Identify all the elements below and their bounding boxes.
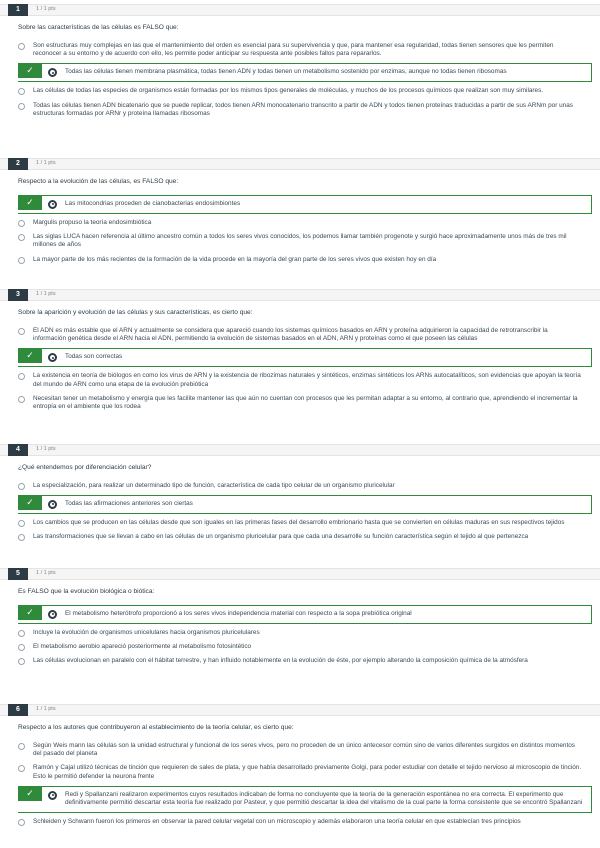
radio-button[interactable]: [18, 257, 25, 264]
answer-text: Las transformaciones que se llevan a cabo en las células de un organismo pluricelular para que cada una desarrolle su función característica según el tejido al que pertenezca: [33, 533, 529, 541]
radio-button[interactable]: [18, 103, 25, 110]
answer-text: Las células evolucionan en paralelo con el hábitat terrestre, y han influido notablemente en la evolución de éste, por ejemplo alterando la composición química de la atmósfera: [33, 657, 528, 665]
answer-text: Las células de todas las especies de organismos están formadas por los mismos tipos generales de moléculas, y muchos de los procesos químicos que realizan son muy similares.: [33, 87, 544, 95]
radio-button[interactable]: [18, 483, 25, 490]
question-prompt: Sobre la aparición y evolución de las células y sus características, es cierto que:: [18, 309, 253, 316]
question-points: 1 / 1 pts: [36, 291, 56, 298]
radio-button[interactable]: [18, 819, 25, 826]
question-points: 1 / 1 pts: [36, 160, 56, 167]
answer-text: Las siglas LUCA hacen referencia al último ancestro común a todos los seres vivos conocidos, los podemos llamar también progenote y surgió hace aproximadamente unos más de tres mil millones de años: [33, 232, 567, 249]
answer-option[interactable]: [0, 324, 600, 347]
radio-button[interactable]: [18, 220, 25, 227]
answer-option[interactable]: [0, 216, 600, 230]
answer-text: El metabolismo aerobio apareció posteriormente al metabolismo fotosintético: [33, 642, 252, 650]
answer-option[interactable]: [0, 815, 600, 829]
answer-text: El metabolismo heterótrofo proporcionó a los seres vivos independencia material con respecto a la sopa prebiótica original: [65, 609, 412, 617]
radio-button[interactable]: [18, 765, 25, 772]
check-icon: ✓: [18, 606, 42, 620]
answer-option[interactable]: [0, 640, 600, 654]
radio-button-selected[interactable]: [48, 610, 57, 619]
answer-text: Todas son correctas: [65, 353, 123, 361]
answer-option[interactable]: [0, 369, 600, 392]
answer-option[interactable]: [0, 39, 600, 62]
answer-text: Los cambios que se producen en las células desde que son iguales en las primeras fases del desarrollo embrionario hasta que se convierten en células maduras en sus respectivos tejidos: [33, 518, 565, 526]
question-number: 5: [8, 568, 28, 580]
radio-button-selected[interactable]: [48, 500, 57, 509]
answer-text: Son estructuras muy complejas en las que el mantenimiento del orden es esencial para su supervivencia y que, para mantener esa regularidad, todas tienen sensores que les permiten reconocer a su entorno y de acuerdo con ello, les permite poder anticipar su respuesta ante posibles fallos para repararlos.: [33, 41, 554, 57]
answer-option[interactable]: [0, 99, 600, 122]
check-icon: ✓: [18, 349, 42, 363]
answer-option-correct[interactable]: [18, 495, 592, 514]
check-icon: ✓: [18, 64, 42, 78]
answer-option-correct[interactable]: [18, 348, 592, 367]
answer-text: Según Weis mann las células son la unidad estructural y funcional de los seres vivos, pero no proceden de un único antecesor común sino de varios diferentes surgidos en distintos momentos del pasado del planeta: [33, 741, 575, 757]
question-prompt: Respecto a los autores que contribuyeron al establecimiento de la teoría celular, es cierto que:: [18, 724, 294, 731]
radio-button[interactable]: [18, 328, 25, 335]
answer-option-correct[interactable]: [18, 786, 592, 813]
question-4: [0, 444, 600, 545]
question-header: [0, 4, 600, 16]
answer-option[interactable]: [0, 739, 600, 762]
radio-button[interactable]: [18, 43, 25, 50]
radio-button-selected[interactable]: [48, 200, 57, 209]
answer-text: Incluye la evolución de organismos unicelulares hacia organismos pluricelulares: [33, 628, 260, 636]
answer-text: La existencia en teoría de biólogos en como los virus de ARN y la existencia de ribozimas naturales y sintéticos, enzimas sintéticos los ARNs autocatalíticos, son evidencias que apoyan la teoría del mundo de ARN como una etapa de la evolución prebiótica: [33, 372, 581, 388]
question-header: [0, 158, 600, 170]
radio-button[interactable]: [18, 396, 25, 403]
radio-button[interactable]: [18, 743, 25, 750]
answer-text: Todas las células tienen membrana plasmática, todas tienen ADN y todas tienen un metabolismo sostenido por enzimas, aunque no todas tienen ribosomas: [65, 68, 507, 76]
answer-text: Ramón y Cajal utilizó técnicas de tinción que requieren de sales de plata, y que había desarrollado previamente Golgi, para poder estudiar con detalle el tejido nervioso al microscopio de tinción. Esto le permitió defender la neurona frente: [33, 764, 582, 780]
radio-button[interactable]: [18, 520, 25, 527]
answer-text: El ADN es más estable que el ARN y actualmente se considera que apareció cuando los sistemas químicos basados en ARN y proteína adquirieron la capacidad de retrotranscribir la información genética desde el ARN hacia el ADN, permitiendo la evolución de sistemas basados en el ADN, ARN y proteínas como el que poseen las células: [33, 326, 548, 342]
question-prompt: Respecto a la evolución de las células, es FALSO que:: [18, 178, 179, 185]
check-icon: ✓: [18, 196, 42, 210]
radio-button[interactable]: [18, 373, 25, 380]
answer-text: Redi y Spallanzani realizaron experimentos cuyos resultados indicaban de forma no concluyente que la teoría de la generación espontánea no era correcta. El experimento que definitivamente permitió descartar esta teoría fue realizado por Pasteur, y que permitió descartar la idea del vitalismo de la cual parte la forma consistente que se encontró Spallanzani: [65, 790, 583, 807]
answer-option-correct[interactable]: [18, 195, 592, 214]
answer-text: La especialización, para realizar un determinado tipo de función, característica de cada tipo celular de un organismo pluricelular: [33, 481, 395, 489]
question-2: [0, 158, 600, 267]
question-header: [0, 568, 600, 580]
question-prompt: ¿Qué entendemos por diferenciación celular?: [18, 464, 152, 471]
question-number: 1: [8, 4, 28, 16]
question-points: 1 / 1 pts: [36, 706, 56, 713]
question-5: [0, 568, 600, 669]
answer-text: Todas las afirmaciones anteriores son ciertas: [65, 499, 193, 507]
question-header: [0, 704, 600, 716]
question-number: 4: [8, 444, 28, 456]
radio-button-selected[interactable]: [48, 353, 57, 362]
radio-button[interactable]: [18, 534, 25, 541]
question-6: [0, 704, 600, 829]
check-icon: ✓: [18, 496, 42, 510]
answer-option-correct[interactable]: [18, 605, 592, 624]
question-points: 1 / 1 pts: [36, 570, 56, 577]
answer-text: Schleiden y Schwann fueron los primeros en observar la pared celular vegetal con un microscopio y además elaboraron una teoría celular en que establecían tres principios: [33, 817, 521, 825]
question-points: 1 / 1 pts: [36, 446, 56, 453]
question-points: 1 / 1 pts: [36, 6, 56, 13]
answer-option[interactable]: [0, 84, 600, 98]
radio-button[interactable]: [18, 658, 25, 665]
answer-option[interactable]: [0, 230, 600, 253]
check-icon: ✓: [18, 787, 42, 801]
radio-button-selected[interactable]: [48, 68, 57, 77]
answer-option[interactable]: [0, 626, 600, 640]
question-prompt: Es FALSO que la evolución biológica o biótica:: [18, 588, 155, 595]
answer-option[interactable]: [0, 530, 600, 544]
answer-text: Todas las células tienen ADN bicatenario que se puede replicar, todos tienen ARN monocatenario transcrito a partir de ADN y todos tienen proteínas traducidas a partir de sus ARNm por unas estructuras formadas por ARNr y proteína llamadas ribosomas: [33, 101, 573, 117]
answer-text: La mayor parte de los más recientes de la formación de la vida procede en la mayoría del gran parte de los seres vivos que existen hoy en día: [33, 255, 437, 263]
radio-button[interactable]: [18, 644, 25, 651]
question-number: 2: [8, 158, 28, 170]
answer-text: Margulis propuso la teoría endosimbiótica: [33, 218, 152, 226]
answer-text: Necesitan tener un metabolismo y energía que les facilite mantener las que aún no cuentan con procesos que les permitan adaptar a su entorno, al contrario que, aprendiendo el incrementar la entropía en el ambiente que los rodea: [33, 394, 578, 411]
question-number: 3: [8, 289, 28, 301]
answer-option[interactable]: [0, 479, 600, 493]
radio-button[interactable]: [18, 234, 25, 241]
question-1: [0, 4, 600, 121]
answer-option[interactable]: [0, 253, 600, 267]
radio-button-selected[interactable]: [48, 791, 57, 800]
question-header: [0, 289, 600, 301]
answer-option-correct[interactable]: [18, 63, 592, 82]
question-number: 6: [8, 704, 28, 716]
answer-option[interactable]: [0, 516, 600, 530]
answer-option[interactable]: [0, 392, 600, 415]
radio-button[interactable]: [18, 88, 25, 95]
answer-option[interactable]: [0, 761, 600, 784]
answer-option[interactable]: [0, 654, 600, 668]
answer-text: Las mitocondrias proceden de cianobacterias endosimbiontes: [65, 199, 241, 207]
question-header: [0, 444, 600, 456]
radio-button[interactable]: [18, 630, 25, 637]
question-3: [0, 289, 600, 415]
question-prompt: Sobre las características de las células es FALSO que:: [18, 24, 179, 31]
